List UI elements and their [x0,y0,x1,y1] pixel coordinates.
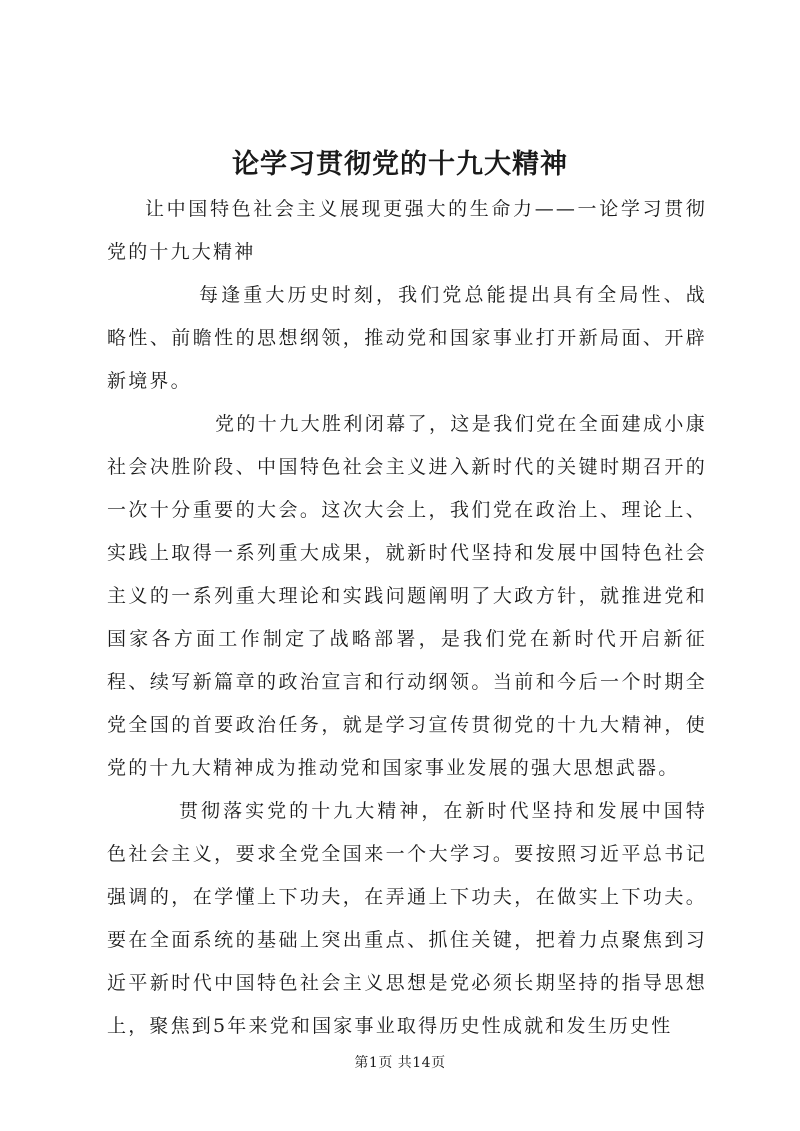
page-footer: 第1页 共14页 [354,1055,446,1071]
paragraph: 贯彻落实党的十九大精神，在新时代坚持和发展中国特色社会主义，要求全党全国来一个大学习。要按照习近平总书记强调的，在学懂上下功夫，在弄通上下功夫，在做实上下功夫。要在全面系统的基础上突出重点、抓住关键，把着力点聚焦到习近平新时代中国特色社会主义思想是党必须长期坚持的指导思想上，聚焦到5年来党和国家事业取得历史性成就和发生历史性 [107,800,707,1037]
document-subtitle: 让中国特色社会主义展现更强大的生命力——一论学习贯彻党的十九大精神 [107,198,707,263]
document-body [107,188,707,1048]
paragraph: 党的十九大胜利闭幕了，这是我们党在全面建成小康社会决胜阶段、中国特色社会主义进入新时代的关键时期召开的一次十分重要的大会。这次大会上，我们党在政治上、理论上、实践上取得一系列重大成果，就新时代坚持和发展中国特色社会主义的一系列重大理论和实践问题阐明了大政方针，就推进党和国家各方面工作制定了战略部署，是我们党在新时代开启新征程、续写新篇章的政治宣言和行动纲领。当前和今后一个时期全党全国的首要政治任务，就是学习宣传贯彻党的十九大精神，使党的十九大精神成为推动党和国家事业发展的强大思想武器。 [107,413,707,779]
paragraph: 每逢重大历史时刻，我们党总能提出具有全局性、战略性、前瞻性的思想纲领，推动党和国家事业打开新局面、开辟新境界。 [107,284,707,392]
document-title: 论学习贯彻党的十九大精神 [232,149,568,180]
